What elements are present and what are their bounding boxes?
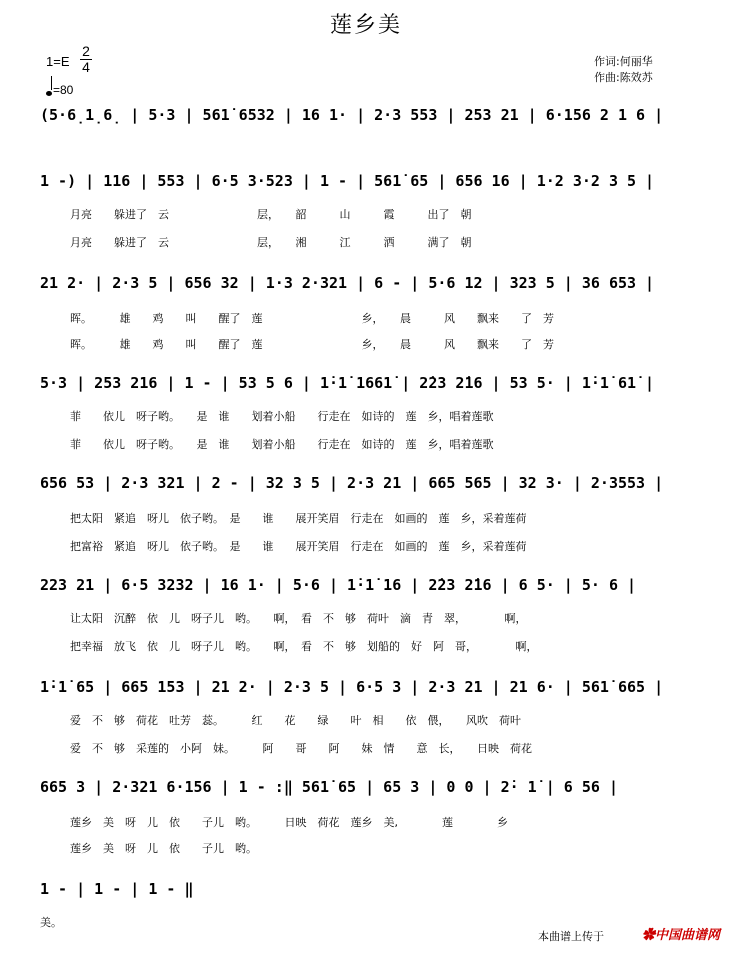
lyric-line: 月亮 躲进了 云 层， 韶 山 霞 出了 朝 xyxy=(70,208,472,221)
time-bottom: 4 xyxy=(82,59,90,75)
footer-text: 本曲谱上传于 xyxy=(538,930,604,943)
lyric-line: 莲乡 美 呀 儿 依 子儿 哟。 xyxy=(70,842,257,855)
notes: 1̇·1̇ 65 | 665 153 | 21 2· | 2·3 5 | 6·5 3 | 2·3 21 | 21 6· | 561̇ 665 | xyxy=(40,678,664,696)
logo-icon: ✿ xyxy=(642,928,656,943)
score-row xyxy=(40,172,700,192)
lyric-line: 晖。 雄 鸡 叫 醒了 莲 乡， 晨 风 飘来 了 芳 xyxy=(70,338,554,351)
key-signature: 1=E xyxy=(46,54,70,69)
score-row xyxy=(40,274,700,294)
composer: 作曲:陈效苏 xyxy=(594,71,653,84)
score-row xyxy=(40,474,700,494)
lyricist: 作词:何丽华 xyxy=(594,55,653,68)
notes: 21 2· | 2·3 5 | 656 32 | 1·3 2·321 | 6 - | 5·6 12 | 323 5 | 36 653 | xyxy=(40,274,655,292)
logo-text: 中国曲谱网 xyxy=(655,928,721,943)
score-row xyxy=(40,678,700,698)
notes: 223 21 | 6·5 3232 | 16 1· | 5·6 | 1̇·1̇ 16 | 2̇23 2̇16 | 6 5· | 5· 6 | xyxy=(40,576,637,594)
lyric-line: 让太阳 沉醉 依 儿 呀子儿 哟。 啊， 看 不 够 荷叶 滴 青 翠， 啊， xyxy=(70,612,527,625)
score-row xyxy=(40,576,700,596)
tempo-value: =80 xyxy=(53,83,74,97)
notes: 5·3 | 253 216 | 1 - | 53 5 6 | 1̇·1̇ 1661̇ | 2̇23 2̇16 | 53 5· | 1̇·1̇ 61̇ | xyxy=(40,374,655,392)
lyric-line: 菲 依儿 呀子哟。 是 谁 划着小船 行走在 如诗的 莲 乡，唱着莲歌 xyxy=(70,410,494,423)
notes: 656 53 | 2·3 321 | 2 - | 32 3 5 | 2·3 21 | 665 565 | 32 3· | 2·3553 | xyxy=(40,474,664,492)
lyric-line: 月亮 躲进了 云 层， 湘 江 洒 满了 朝 xyxy=(70,236,472,249)
credits xyxy=(594,54,653,86)
score-row xyxy=(40,106,700,126)
lyric-line: 爱 不 够 采莲的 小阿 妹。 阿 哥 阿 妹 情 意 长， 日映 荷花 xyxy=(70,742,532,755)
notes: 665 3 | 2·321 6·156 | 1 - :‖ 561̇ 65 | 65 3 | 0 0 | 2̇· 1̇ | 6 56 | xyxy=(40,778,618,796)
time-top: 2 xyxy=(82,43,90,59)
tempo-marking xyxy=(46,80,73,97)
score-row xyxy=(40,880,700,900)
site-logo[interactable] xyxy=(642,924,720,943)
lyric-line: 菲 依儿 呀子哟。 是 谁 划着小船 行走在 如诗的 莲 乡，唱着莲歌 xyxy=(70,438,494,451)
notes: 1 - | 1 - | 1 - ‖ xyxy=(40,880,194,898)
lyric-line: 美。 xyxy=(40,916,62,929)
lyric-line: 晖。 雄 鸡 叫 醒了 莲 乡， 晨 风 飘来 了 芳 xyxy=(70,312,554,325)
lyric-line: 把富裕 紧追 呀儿 依子哟。 是 谁 展开笑眉 行走在 如画的 莲 乡，采着莲荷 xyxy=(70,540,527,553)
score-title: 莲乡美 xyxy=(329,13,402,38)
time-signature xyxy=(80,44,92,75)
lyric-line: 莲乡 美 呀 儿 依 子儿 哟。 日映 荷花 莲乡 美, 莲 乡 xyxy=(70,816,508,829)
score-row xyxy=(40,778,700,798)
lyric-line: 把幸福 放飞 依 儿 呀子儿 哟。 啊， 看 不 够 划船的 好 阿 哥， 啊， xyxy=(70,640,538,653)
lyric-line: 爱 不 够 荷花 吐芳 蕊。 红 花 绿 叶 相 依 偎， 风吹 荷叶 xyxy=(70,714,521,727)
quarter-note-icon xyxy=(46,91,52,96)
notes: 1 -) | 116 | 553 | 6·5 3·523 | 1 - | 561̇ 65 | 656 16 | 1·2 3·2 3 5 | xyxy=(40,172,655,190)
lyric-line: 把太阳 紧追 呀儿 依子哟。 是 谁 展开笑眉 行走在 如画的 莲 乡，采着莲荷 xyxy=(70,512,527,525)
notes: (5·6̣1̣6̣ | 5·3 | 561̇ 6532 | 16 1· | 2·3 553 | 253 21 | 6·156 2 1 6 | xyxy=(40,106,664,124)
score-row xyxy=(40,374,700,394)
